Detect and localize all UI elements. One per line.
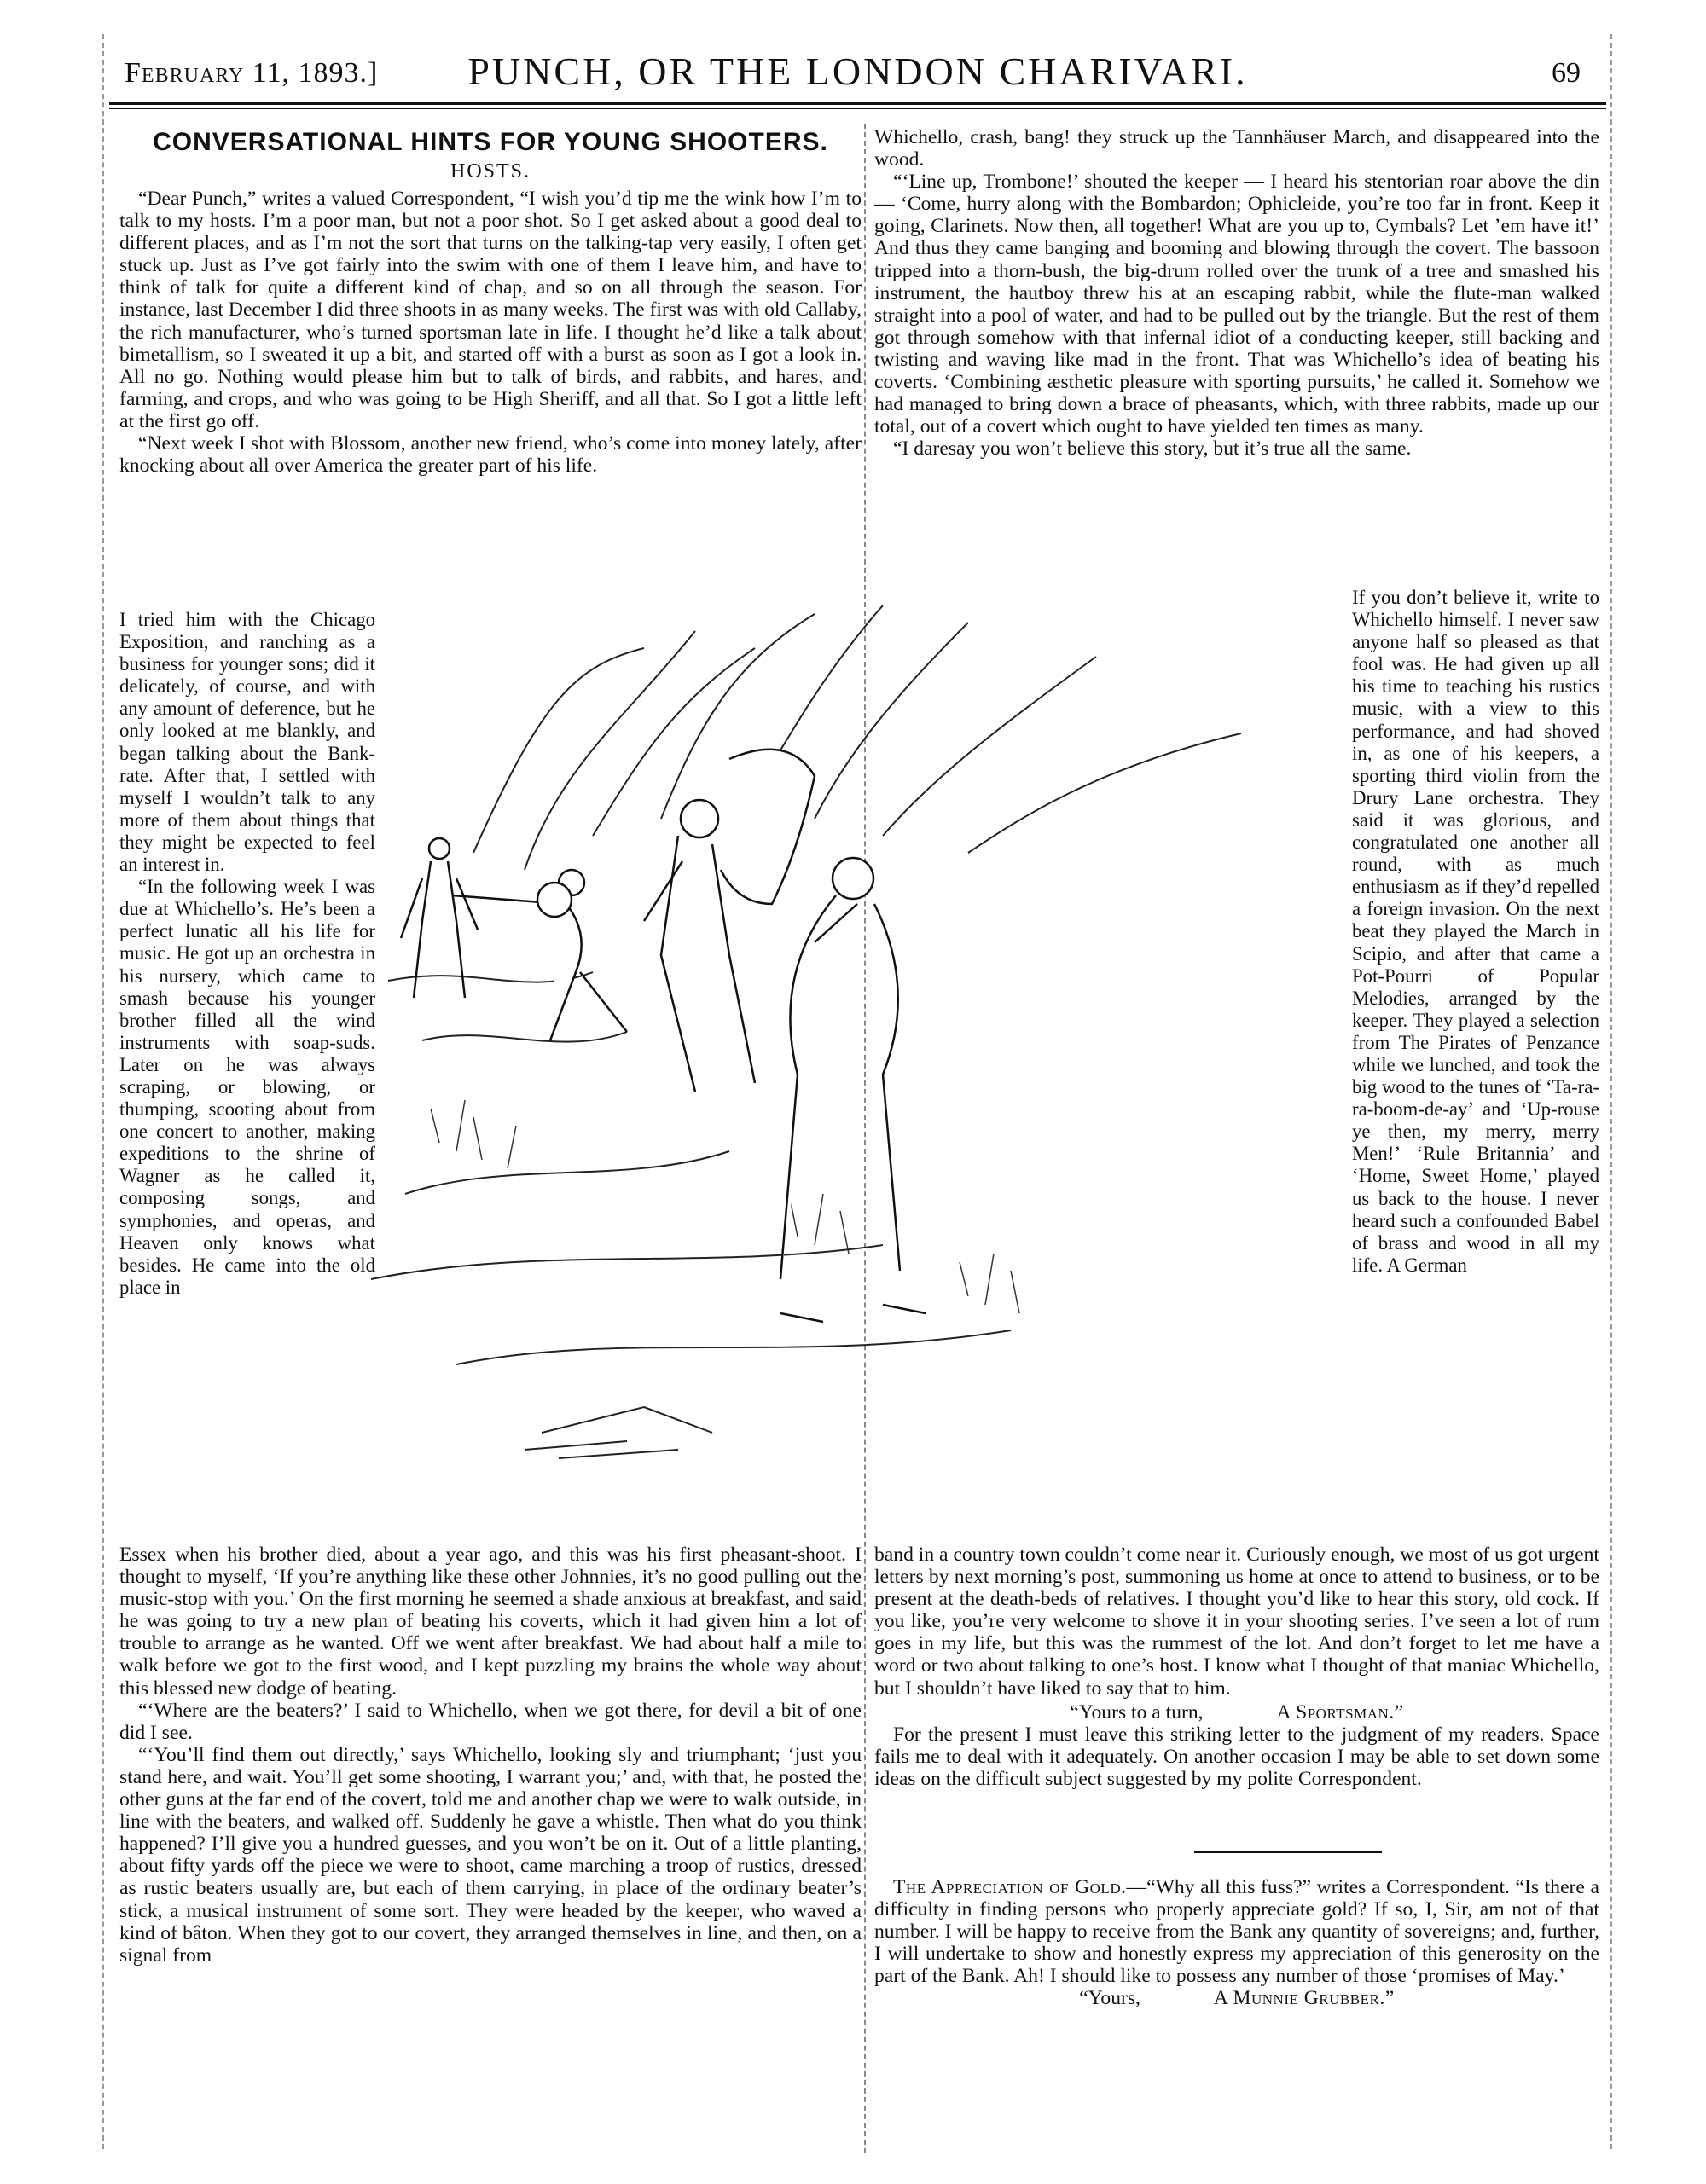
gold-paragraph (874, 1876, 1599, 1987)
header-rule-thin (109, 108, 1606, 109)
gold-article (874, 1876, 1599, 2010)
paragraph: “‘Where are the beaters?’ I said to Whichello, when we got there, for devil a bit of one did I see. (119, 1699, 862, 1744)
gold-signoff-left: “Yours, (1079, 1987, 1140, 2010)
page-header (109, 47, 1606, 98)
gold-signoff (874, 1987, 1599, 2009)
gold-heading: The Appreciation of Gold. (893, 1876, 1127, 1898)
article-subtitle: HOSTS. (450, 160, 531, 182)
masthead-title: PUNCH, OR THE LONDON CHARIVARI. (467, 49, 1248, 93)
signoff-right: A Sportsman.” (1276, 1700, 1404, 1723)
gold-body: —“Why all this fuss?” writes a Correspondent. “Is there a difficulty in finding persons who properly appreciate gold? If so, I, Sir, am not of that number. I will be happy to receive from the Bank any quantity of sovereigns; and, further, I will undertake to show and honestly express my appreciation of this generosity on the part of the Bank. Ah! I should like to possess any number of those ‘promises of May.’ (874, 1876, 1599, 1988)
paragraph: If you don’t believe it, write to Whichello himself. I never saw anyone half so pleased as that fool was. He had given up all his time to teaching his rustics music, with a view to this performance, and had shoved in, as one of his keepers, a sporting third violin from the Drury Lane orchestra. They said it was glorious, and congratulated one another all round, with as much enthusiasm as if they’d repelled a foreign invasion. On the next beat they played the March in Scipio, and after that came a Pot-Pourri of Popular Melodies, arranged by the keeper. They played a selection from The Pirates of Penzance while we lunched, and took the big wood to the tunes of ‘Ta-ra-ra-boom-de-ay’ and ‘Up-rouse ye then, my merry, merry Men!’ ‘Rule Britannia’ and ‘Home, Sweet Home,’ played us back to the house. I never heard such a confounded Babel of brass and wood in all my life. A German (1352, 587, 1599, 1276)
paragraph: Whichello, crash, bang! they struck up the Tannhäuser March, and disappeared into the wood. (874, 126, 1599, 171)
paragraph: “‘You’ll find them out directly,’ says Whichello, looking sly and triumphant; ‘just you stand here, and wait. You’ll get some shooting, I warrant you;’ and, with that, he posted the other guns at the far end of the covert, told me and another chap we were to walk outside, in line with the beaters, and walked off. Suddenly he gave a whistle. Then what do you think happened? I’ll give you a hundred guesses, and you won’t be on it. Out of a little planting, about fifty yards off the piece we were to shoot, came marching a troop of rustics, dressed as rustic beaters usually are, but each of them carrying, in place of the ordinary beater’s stick, a musical instrument of some sort. They were headed by the keeper, who waved a kind of bâton. When they got to our covert, they arranged themselves in line, and then, on a signal from (119, 1743, 862, 1967)
paragraph: “I daresay you won’t believe this story, but it’s true all the same. (893, 437, 1412, 461)
page-number: 69 (1552, 57, 1581, 89)
paragraph: Essex when his brother died, about a year ago, and this was his first pheasant-shoot. I thought to myself, ‘If you’re anything like these other Johnnies, it’s no good pulling out the music-stop with you.’ On the first morning he seemed a shade anxious at breakfast, and said he was going to try a new plan of beating his coverts, which it had given him a lot of trouble to arrange as he wanted. Off we went after breakfast. We had about half a mile to walk before we got to the first wood, and I kept puzzling my brains the whole way about this blessed new dodge of beating. (119, 1544, 862, 1700)
engraving-musician-beaters-icon (371, 597, 1275, 1535)
issue-date: February 11, 1893.] (125, 57, 379, 89)
gold-signoff-right: A Munnie Grubber.” (1213, 1987, 1395, 2010)
page-border-right (1610, 34, 1613, 2149)
right-column-bottom (874, 1544, 1599, 1790)
paragraph: band in a country town couldn’t come near it. Curiously enough, we most of us got urgent letters by next morning’s post, summoning us home at once to attend to business, or to be present at the death-beds of relatives. I thought you’d like to hear this story, old cock. If you like, you’re very welcome to shove it in your shooting series. I’ve seen a lot of rum goes in my life, but this was the rummest of the lot. And don’t forget to let me have a word or two about talking to one’s host. I know what I thought of that maniac Whichello, but I shouldn’t have liked to say that to him. (874, 1544, 1599, 1700)
section-rule (1194, 1851, 1382, 1853)
right-column-top (874, 126, 1599, 460)
page-border-left (102, 34, 105, 2149)
paragraph: “In the following week I was due at Whichello’s. He’s been a perfect lunatic all his life for music. He got up an orchestra in his nursery, which came to smash because his younger brother filled all the wind instruments with soap-suds. Later on he was always scraping, or blowing, or thumping, scooting about from one concert to another, making expeditions to the shrine of Wagner as he called it, composing songs, and symphonies, and operas, and Heaven only knows what besides. He came into the old place in (119, 876, 375, 1298)
paragraph: For the present I must leave this striking letter to the judgment of my readers. Space fails me to deal with it adequately. On another occasion I may be able to set down some ideas on the difficult subject suggested by my polite Correspondent. (874, 1723, 1599, 1790)
paragraph: “Dear Punch,” writes a valued Correspondent, “I wish you’d tip me the wink how I’m to talk to my hosts. I’m a poor man, but not a poor shot. So I get asked about a good deal to different places, and as I’m not the sort that turns on the talking-tap very easily, I often get stuck up. Just as I’ve got fairly into the swim with one of them I leave him, and have to think of talk for quite a different kind of chap, and so on all through the season. For instance, last December I did three shoots in as many weeks. The first was with old Callaby, the rich manufacturer, who’s turned sportsman late in life. I thought he’d like a talk about bimetallism, so I sweated it up a bit, and started off with a burst as soon as I got a look in. All no go. Nothing would please him but to talk of birds, and rabbits, and hares, and farming, and crops, and who was going to be High Sheriff, and all that. So I got a little left at the first go off. (119, 188, 862, 432)
paragraph: “‘Line up, Trombone!’ shouted the keeper — I heard his stentorian roar above the din — ‘Come, hurry along with the Bombardon; Ophicleide, you’re too far in front. Keep it going, Clarinets. Now then, all together! What are you up to, Cymbals? Let ’em have it!’ And thus they came banging and booming and blowing through the covert. The bassoon tripped into a thorn-bush, the big-drum rolled over the trunk of a tree and smashed his instrument, the hautboy threw his at an escaping rabbit, while the flute-man walked straight into a pool of water, and had to be pulled out by the triangle. But the rest of them got through somehow with that infernal idiot of a conducting keeper, still backing and twisting and waving like mad in the front. That was Whichello’s idea of beating his coverts. ‘Combining æsthetic pleasure with sporting pursuits,’ he called it. Somehow we had managed to bring down a brace of pheasants, which, with three rabbits, made up our total, out of a covert which ought to have yielded ten times as many. (874, 171, 1599, 438)
left-column-bottom (119, 1544, 862, 1967)
left-column-top (119, 188, 862, 477)
paragraph: I tried him with the Chicago Exposition, and ranching as a business for younger sons; did it delicately, of course, and with any amount of deference, but he only looked at me blankly, and began talking about the Bank-rate. After that, I settled with myself I wouldn’t talk to any more of them about things that they might be expected to feel an interest in. (119, 609, 375, 876)
signoff (874, 1701, 1599, 1723)
right-column-narrow (1352, 587, 1599, 1277)
paragraph: “Next week I shot with Blossom, another new friend, who’s come into money lately, after knocking about all over America the greater part of his life. (119, 432, 862, 478)
article-title: CONVERSATIONAL HINTS FOR YOUNG SHOOTERS. (153, 128, 828, 156)
left-column-narrow (119, 609, 375, 1299)
header-rule-thick (109, 102, 1606, 105)
signoff-left: “Yours to a turn, (1070, 1700, 1204, 1723)
